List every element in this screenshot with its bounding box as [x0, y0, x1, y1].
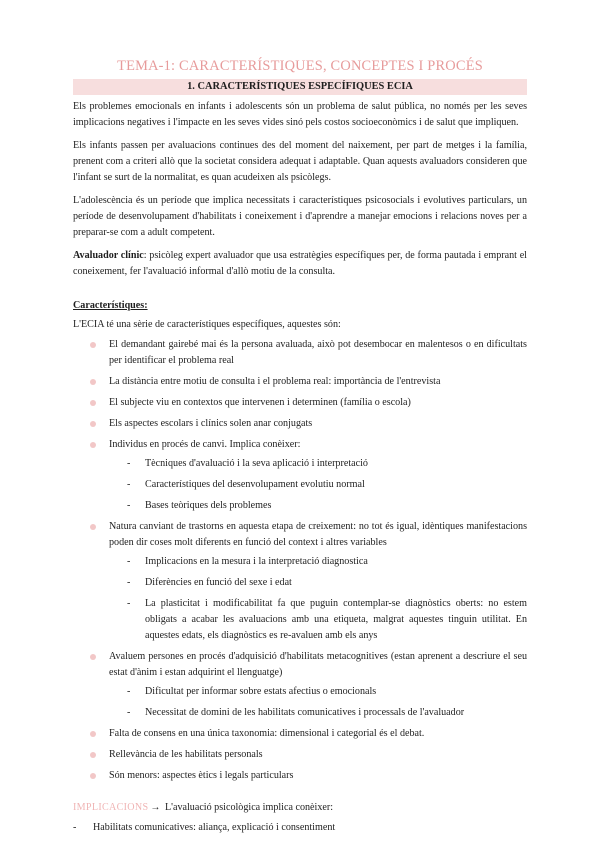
sub-list-item	[109, 456, 527, 472]
paragraph: L'adolescència és un període que implica necessitats i característiques psicosocials i evolutives particulars, un període de desenvolupament d'habilitats i coneixement i d'aprendre a manejar emocions i relacions noves per a preparar-se com a adult competent.	[73, 195, 527, 238]
list-item-text: Falta de consens en una única taxonomia: dimensional i categorial és el debat.	[109, 728, 425, 739]
list-item	[73, 768, 527, 784]
paragraph: Els problemes emocionals en infants i adolescents són un problema de salut pública, no només per les seves implicacions negatives i l'impacte en les seves vides sinó pels costos socioeconòmics i de salut que impliquen.	[73, 101, 527, 128]
paragraph: Els infants passen per avaluacions continues des del moment del naixement, per part de metges i la família, prenent com a criteri allò que la societat considera adequat i adaptable. Quan aquests avaluadors consideren que l'infant se surt de la normalitat, es quan acudeixen als psicòlegs.	[73, 140, 527, 183]
sub-list-item-text: Bases teòriques dels problemes	[145, 500, 272, 511]
dash-icon: -	[127, 598, 131, 609]
sub-list-item	[109, 596, 527, 644]
list-item	[73, 437, 527, 514]
list-item	[73, 337, 527, 369]
list-item	[73, 395, 527, 411]
list-item-text: El demandant gairebé mai és la persona avaluada, això pot desembocar en malentesos o en dificultats per identificar el problema real	[109, 339, 527, 366]
list-item-text: Rellevància de les habilitats personals	[109, 749, 263, 760]
definition-paragraph	[73, 248, 527, 280]
dash-icon: -	[73, 822, 77, 833]
characteristics-intro: L'ECIA té una sèrie de característiques específiques, aquestes són:	[73, 319, 341, 330]
list-item-text: Són menors: aspectes ètics i legals particulars	[109, 770, 294, 781]
sub-list-item	[109, 554, 527, 570]
dash-icon: -	[127, 686, 131, 697]
bullet-dot-icon	[90, 731, 96, 737]
implications-line	[73, 800, 527, 816]
list-item-text: Avaluem persones en procés d'adquisició d'habilitats metacognitives (estan aprenent a descriure el seu estat d'ànim i estan adquirint el llenguatge)	[109, 651, 527, 678]
bullet-dot-icon	[90, 400, 96, 406]
dash-icon: -	[127, 577, 131, 588]
list-item	[73, 519, 527, 644]
sub-list-item-text: La plasticitat i modificabilitat fa que puguin contemplar-se diagnòstics oberts: no estem obligats a acabar les avaluacions amb una etiqueta, malgrat aquestes tinguin utilitat. En aquestes edats, els diagnòstics es re-avaluen amb els anys	[145, 598, 527, 641]
sub-list-item-text: Tècniques d'avaluació i la seva aplicació i interpretació	[145, 458, 368, 469]
bullet-dot-icon	[90, 773, 96, 779]
section-heading: 1. CARACTERÍSTIQUES ESPECÍFIQUES ECIA	[73, 79, 527, 95]
characteristics-heading: Característiques:	[73, 300, 148, 311]
characteristics-list	[73, 337, 527, 784]
dash-icon: -	[127, 458, 131, 469]
implications-label: IMPLICACIONS	[73, 802, 149, 813]
sub-list-item	[109, 684, 527, 700]
list-item	[73, 649, 527, 721]
sub-list	[109, 684, 527, 721]
bullet-dot-icon	[90, 752, 96, 758]
list-item	[73, 747, 527, 763]
list-item	[73, 726, 527, 742]
sub-list-item-text: Diferències en funció del sexe i edat	[145, 577, 292, 588]
sub-list	[109, 456, 527, 514]
bullet-dot-icon	[90, 379, 96, 385]
implications-list	[73, 820, 527, 836]
arrow-right-icon: →	[150, 802, 161, 813]
list-item	[73, 374, 527, 390]
list-item-text: Natura canviant de trastorns en aquesta etapa de creixement: no tot és igual, idèntiques manifestacions poden dir coses molt diferents en funció del context i altres variables	[109, 521, 527, 548]
bullet-dot-icon	[90, 654, 96, 660]
dash-icon: -	[127, 556, 131, 567]
sub-list-item	[109, 575, 527, 591]
dash-icon: -	[127, 707, 131, 718]
definition-text: : psicòleg expert avaluador que usa estratègies específiques per, de forma pautada i emprant el coneixement, fer l'avaluació informal d'allò motiu de la consulta.	[73, 250, 527, 277]
sub-list-item-text: Característiques del desenvolupament evolutiu normal	[145, 479, 365, 490]
sub-list-item	[109, 498, 527, 514]
definition-term: Avaluador clínic	[73, 250, 144, 261]
bullet-dot-icon	[90, 524, 96, 530]
implications-item	[73, 820, 527, 836]
sub-list-item-text: Necessitat de domini de les habilitats comunicatives i processals de l'avaluador	[145, 707, 465, 718]
list-item-text: La distància entre motiu de consulta i el problema real: importància de l'entrevista	[109, 376, 441, 387]
list-item-text: El subjecte viu en contextos que intervenen i determinen (família o escola)	[109, 397, 411, 408]
page-title: TEMA-1: CARACTERÍSTIQUES, CONCEPTES I PROCÉS	[117, 58, 483, 74]
document-body	[73, 99, 527, 836]
sub-list-item	[109, 705, 527, 721]
list-item-text: Els aspectes escolars i clínics solen anar conjugats	[109, 418, 313, 429]
dash-icon: -	[127, 479, 131, 490]
sub-list-item	[109, 477, 527, 493]
sub-list-item-text: Dificultat per informar sobre estats afectius o emocionals	[145, 686, 377, 697]
dash-icon: -	[127, 500, 131, 511]
bullet-dot-icon	[90, 421, 96, 427]
sub-list	[109, 554, 527, 644]
bullet-dot-icon	[90, 442, 96, 448]
bullet-dot-icon	[90, 342, 96, 348]
sub-list-item-text: Implicacions en la mesura i la interpretació diagnostica	[145, 556, 368, 567]
list-item-text: Individus en procés de canvi. Implica conèixer:	[109, 439, 301, 450]
implications-text: L'avaluació psicològica implica conèixer:	[162, 802, 334, 813]
implications-item-text: Habilitats comunicatives: aliança, explicació i consentiment	[93, 822, 336, 833]
list-item	[73, 416, 527, 432]
